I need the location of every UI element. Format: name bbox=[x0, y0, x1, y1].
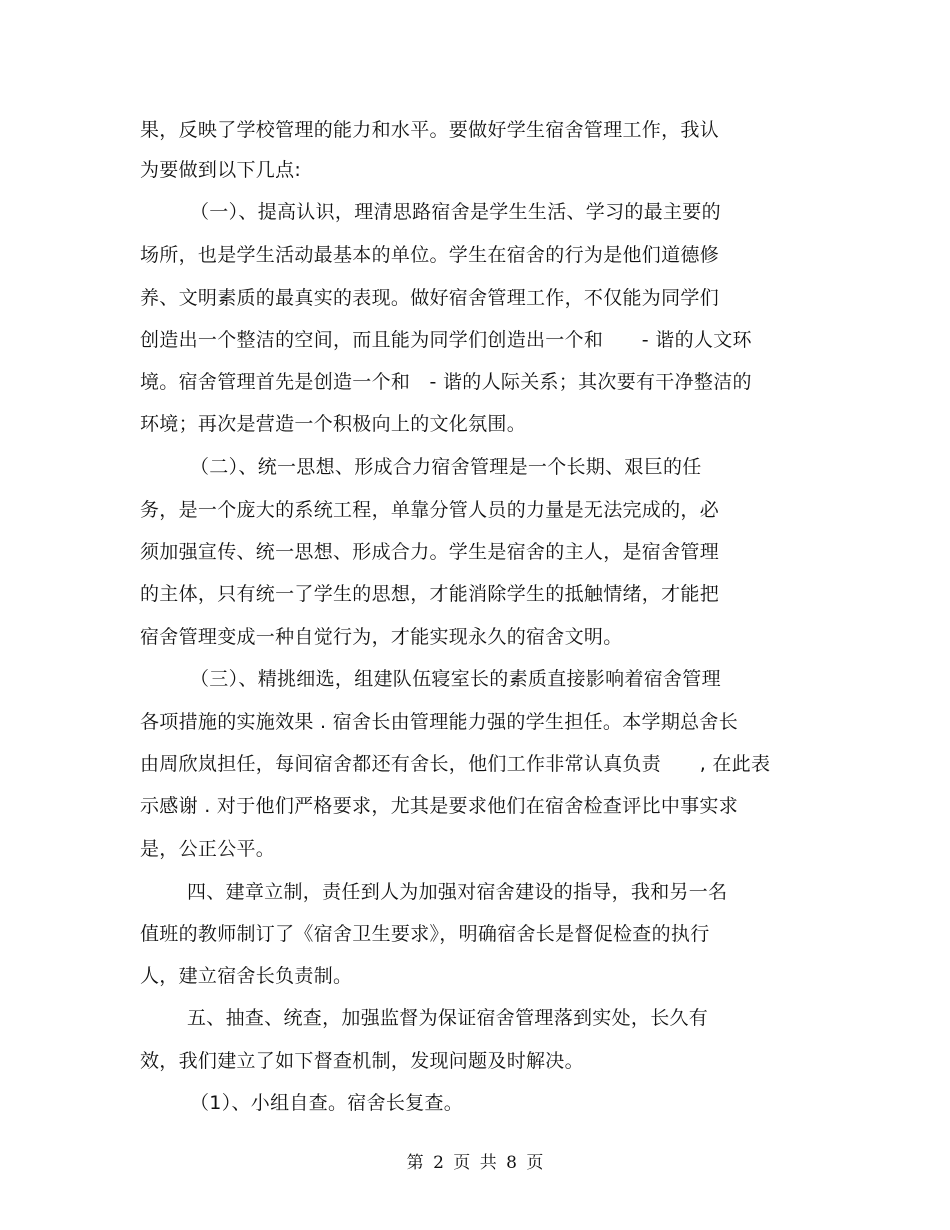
paragraph-heading: 四、建章立制，责任到人为加强对宿舍建设的指导，我和另一名 bbox=[187, 881, 728, 903]
text-line: 境。宿舍管理首先是创造一个和 - 谐的人际关系；其次要有干净整洁的 bbox=[140, 371, 752, 393]
text-line: 为要做到以下几点: bbox=[140, 159, 302, 181]
text-line: 人，建立宿舍长负责制。 bbox=[140, 965, 353, 987]
text-line: 是，公正公平。 bbox=[140, 838, 276, 860]
text-line: 的主体，只有统一了学生的思想，才能消除学生的抵触情绪，才能把 bbox=[140, 583, 720, 605]
text-line: 场所，也是学生活动最基本的单位。学生在宿舍的行为是他们道德修 bbox=[140, 244, 720, 266]
text-line: 须加强宣传、统一思想、形成合力。学生是宿舍的主人，是宿舍管理 bbox=[140, 541, 720, 563]
text-line: 环境；再次是营造一个积极向上的文化氛围。 bbox=[140, 413, 527, 435]
text-line: 养、文明素质的最真实的表现。做好宿舍管理工作，不仅能为同学们 bbox=[140, 287, 720, 309]
text-line: 果，反映了学校管理的能力和水平。要做好学生宿舍管理工作，我认 bbox=[140, 119, 720, 141]
text-line: 由周欣岚担任，每间宿舍都还有舍长，他们工作非常认真负责 , 在此表 bbox=[140, 753, 771, 775]
text-line: 示感谢 . 对于他们严格要求，尤其是要求他们在宿舍检查评比中事实求 bbox=[140, 795, 739, 817]
paragraph-heading: （三）、精挑细选，组建队伍寝室长的素质直接影响着宿舍管理 bbox=[190, 668, 721, 690]
text-line: 宿舍管理变成一种自觉行为，才能实现永久的宿舍文明。 bbox=[140, 626, 623, 648]
paragraph-heading: （二）、统一思想、形成合力宿舍管理是一个长期、艰巨的任 bbox=[190, 456, 702, 478]
text-line: 务，是一个庞大的系统工程，单靠分管人员的力量是无法完成的，必 bbox=[140, 499, 720, 521]
text-line: 效，我们建立了如下督查机制，发现问题及时解决。 bbox=[140, 1050, 584, 1072]
paragraph-heading: 五、抽查、统查，加强监督为保证宿舍管理落到实处，长久有 bbox=[187, 1007, 709, 1029]
page-number-footer: 第 2 页 共 8 页 bbox=[406, 1153, 544, 1173]
text-line: 值班的教师制订了《宿舍卫生要求》，明确宿舍长是督促检查的执行 bbox=[140, 923, 710, 945]
text-line: 各项措施的实施效果 . 宿舍长由管理能力强的学生担任。本学期总舍长 bbox=[140, 711, 739, 733]
text-line: 创造出一个整洁的空间，而且能为同学们创造出一个和 - 谐的人文环 bbox=[140, 329, 752, 351]
paragraph-heading: （一）、提高认识，理清思路宿舍是学生生活、学习的最主要的 bbox=[190, 201, 721, 223]
paragraph-heading: （1）、小组自查。宿舍长复查。 bbox=[190, 1092, 464, 1114]
